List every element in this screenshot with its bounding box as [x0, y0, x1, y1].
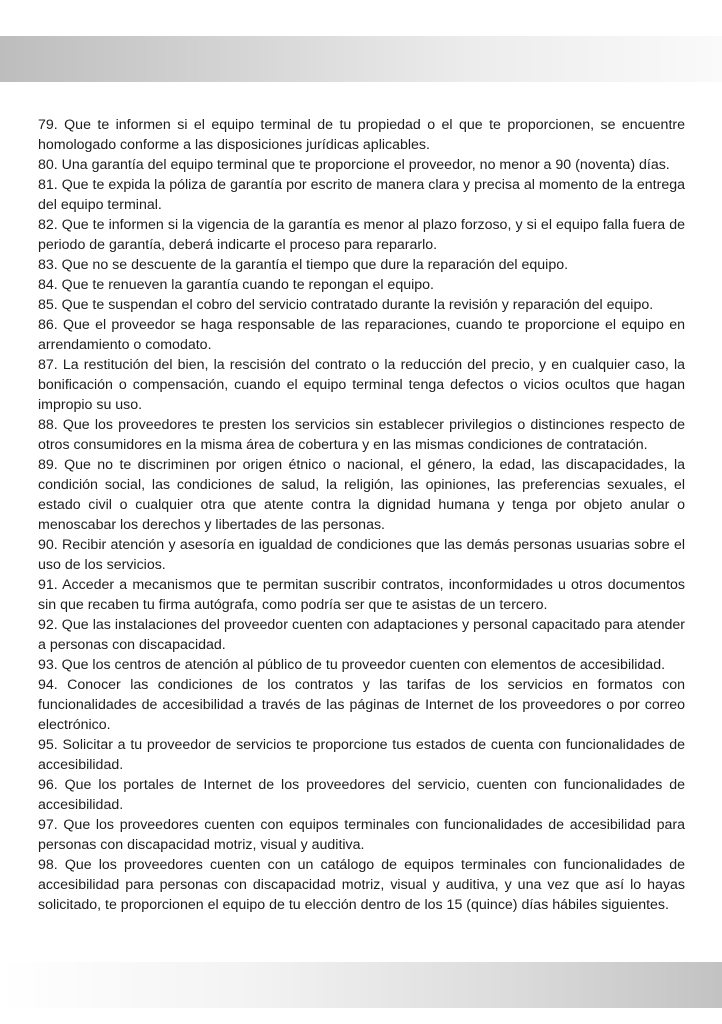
- footer-decorative-band: [0, 962, 722, 1008]
- list-item: 86. Que el proveedor se haga responsable de las reparaciones, cuando te proporcione el equipo en arrendamiento o comodato.: [38, 317, 685, 353]
- list-item: 94. Conocer las condiciones de los contratos y las tarifas de los servicios en formatos con funcionalidades de accesibilidad a través de las páginas de Internet de los proveedores o por correo electrónico.: [38, 677, 685, 733]
- list-item: 96. Que los portales de Internet de los proveedores del servicio, cuenten con funcionalidades de accesibilidad.: [38, 777, 685, 813]
- list-item: 93. Que los centros de atención al público de tu proveedor cuenten con elementos de accesibilidad.: [38, 657, 666, 673]
- list-item: 90. Recibir atención y asesoría en igualdad de condiciones que las demás personas usuarias sobre el uso de los servicios.: [38, 537, 685, 573]
- list-item: 82. Que te informen si la vigencia de la garantía es menor al plazo forzoso, y si el equipo falla fuera de periodo de garantía, deberá indicarte el proceso para repararlo.: [38, 217, 685, 253]
- list-item: 89. Que no te discriminen por origen étnico o nacional, el género, la edad, las discapacidades, la condición social, las condiciones de salud, la religión, las opiniones, las preferencias sexuales, el estado civil o cualquier otra que atente contra la dignidad humana y tenga por objeto anular o menoscabar los derechos y libertades de las personas.: [38, 457, 685, 533]
- list-item: 84. Que te renueven la garantía cuando te repongan el equipo.: [38, 277, 434, 293]
- list-item: 98. Que los proveedores cuenten con un catálogo de equipos terminales con funcionalidades de accesibilidad para personas con discapacidad motriz, visual y auditiva, y una vez que así lo hayas solicitado, te proporcionen el equipo de tu elección dentro de los 15 (quince) días hábiles siguientes.: [38, 857, 685, 913]
- list-item: 81. Que te expida la póliza de garantía por escrito de manera clara y precisa al momento de la entrega del equipo terminal.: [38, 177, 685, 213]
- header-decorative-band: [0, 36, 722, 82]
- list-item: 80. Una garantía del equipo terminal que te proporcione el proveedor, no menor a 90 (noventa) días.: [38, 157, 670, 173]
- list-item: 91. Acceder a mecanismos que te permitan suscribir contratos, inconformidades u otros documentos sin que recaben tu firma autógrafa, como podría ser que te asistas de un tercero.: [38, 577, 685, 613]
- document-body: [38, 115, 685, 915]
- list-item: 97. Que los proveedores cuenten con equipos terminales con funcionalidades de accesibilidad para personas con discapacidad motriz, visual y auditiva.: [38, 817, 685, 853]
- list-item: 85. Que te suspendan el cobro del servicio contratado durante la revisión y reparación del equipo.: [38, 297, 654, 313]
- list-item: 83. Que no se descuente de la garantía el tiempo que dure la reparación del equipo.: [38, 257, 569, 273]
- list-item: 92. Que las instalaciones del proveedor cuenten con adaptaciones y personal capacitado para atender a personas con discapacidad.: [38, 617, 685, 653]
- list-item: 95. Solicitar a tu proveedor de servicios te proporcione tus estados de cuenta con funcionalidades de accesibilidad.: [38, 737, 685, 773]
- list-item: 87. La restitución del bien, la rescisión del contrato o la reducción del precio, y en cualquier caso, la bonificación o compensación, cuando el equipo terminal tenga defectos o vicios ocultos que hagan impropio su uso.: [38, 357, 685, 413]
- list-item: 88. Que los proveedores te presten los servicios sin establecer privilegios o distinciones respecto de otros consumidores en la misma área de cobertura y en las mismas condiciones de contratación.: [38, 417, 685, 453]
- list-item: 79. Que te informen si el equipo terminal de tu propiedad o el que te proporcionen, se encuentre homologado conforme a las disposiciones jurídicas aplicables.: [38, 117, 685, 153]
